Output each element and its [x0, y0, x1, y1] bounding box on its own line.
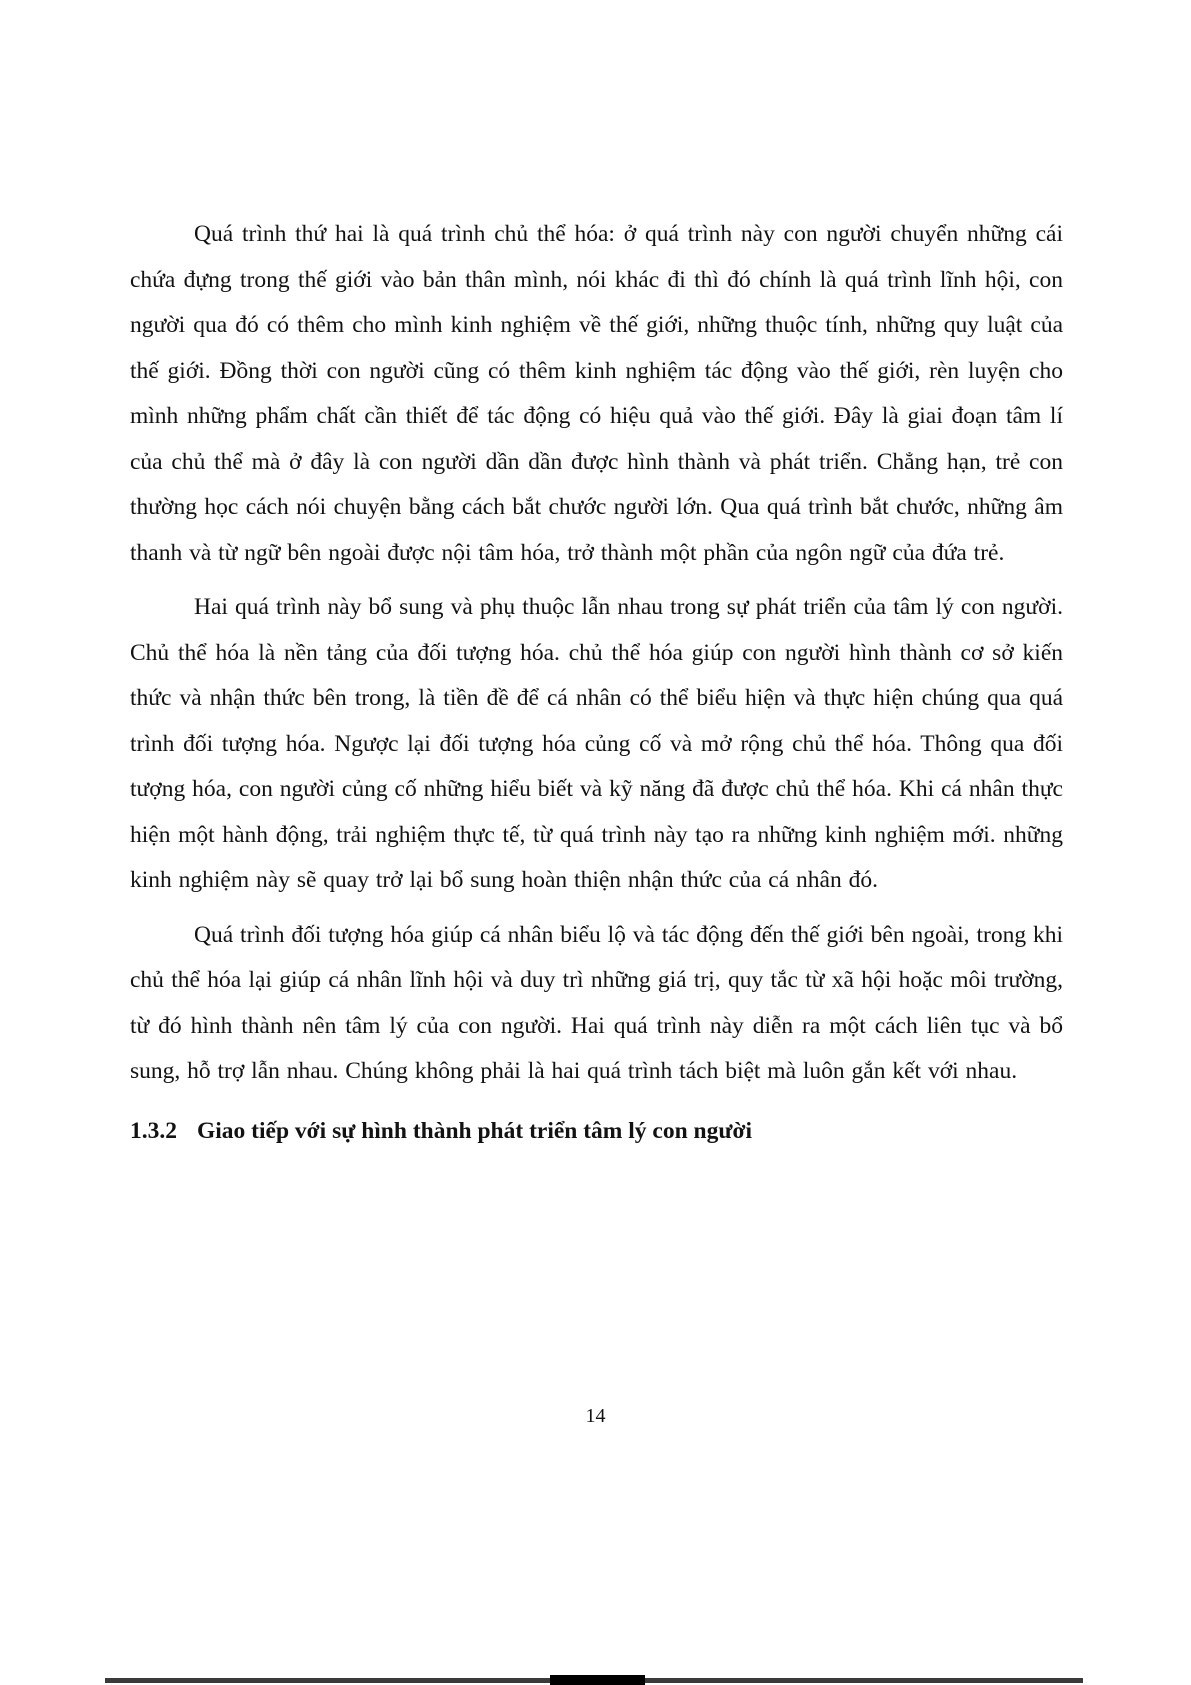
paragraph: Hai quá trình này bổ sung và phụ thuộc lẫn nhau trong sự phát triển của tâm lý con người. Chủ thể hóa là nền tảng của đối tượng hóa. chủ thể hóa giúp con người hình thành cơ sở kiến thức và nhận thức bên trong, là tiền đề để cá nhân có thể biểu hiện và thực hiện chúng qua quá trình đối tượng hóa. Ngược lại đối tượng hóa củng cố và mở rộng chủ thể hóa. Thông qua đối tượng hóa, con người củng cố những hiểu biết và kỹ năng đã được chủ thể hóa. Khi cá nhân thực hiện một hành động, trải nghiệm thực tế, từ quá trình này tạo ra những kinh nghiệm mới. những kinh nghiệm này sẽ quay trở lại bổ sung hoàn thiện nhận thức của cá nhân đó.: [130, 594, 1063, 893]
page-content: [130, 212, 1063, 1154]
section-heading: [130, 1109, 1063, 1154]
page-number: 14: [585, 1405, 606, 1427]
bottom-bar: [105, 1678, 1083, 1683]
bottom-bar-segment: [550, 1675, 645, 1685]
section-heading-number: 1.3.2: [130, 1117, 177, 1144]
section-heading-title: Giao tiếp với sự hình thành phát triển tâm lý con người: [197, 1117, 752, 1144]
paragraph: Quá trình đối tượng hóa giúp cá nhân biểu lộ và tác động đến thế giới bên ngoài, trong khi chủ thể hóa lại giúp cá nhân lĩnh hội và duy trì những giá trị, quy tắc từ xã hội hoặc môi trường, từ đó hình thành nên tâm lý của con người. Hai quá trình này diễn ra một cách liên tục và bổ sung, hỗ trợ lẫn nhau. Chúng không phải là hai quá trình tách biệt mà luôn gắn kết với nhau.: [130, 921, 1063, 1084]
paragraph: Quá trình thứ hai là quá trình chủ thể hóa: ở quá trình này con người chuyển những cái chứa đựng trong thế giới vào bản thân mình, nói khác đi thì đó chính là quá trình lĩnh hội, con người qua đó có thêm cho mình kinh nghiệm về thế giới, những thuộc tính, những quy luật của thế giới. Đồng thời con người cũng có thêm kinh nghiệm tác động vào thế giới, rèn luyện cho mình những phẩm chất cần thiết để tác động có hiệu quả vào thế giới. Đây là giai đoạn tâm lí của chủ thể mà ở đây là con người dần dần được hình thành và phát triển. Chẳng hạn, trẻ con thường học cách nói chuyện bằng cách bắt chước người lớn. Qua quá trình bắt chước, những âm thanh và từ ngữ bên ngoài được nội tâm hóa, trở thành một phần của ngôn ngữ của đứa trẻ.: [130, 221, 1063, 566]
